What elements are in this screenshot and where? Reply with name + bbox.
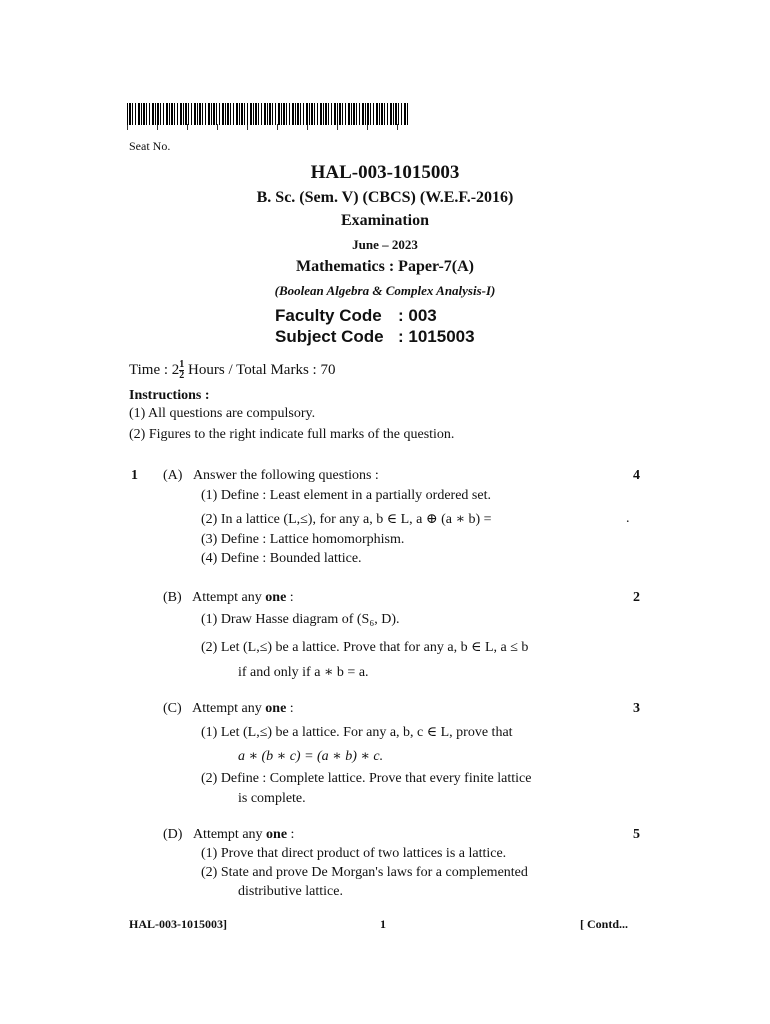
part-c-item-1: (1) Let (L,≤) be a lattice. For any a, b, c ∈ L, prove that	[201, 725, 513, 740]
fraction-numerator: 1	[179, 359, 185, 370]
paper-code: HAL-003-1015003	[310, 162, 460, 183]
exam-date: June – 2023	[352, 237, 418, 252]
part-d-label: (D)	[163, 827, 183, 842]
part-b-text: Attempt any	[192, 590, 266, 605]
part-a-item-4: (4) Define : Bounded lattice.	[201, 551, 362, 566]
part-b-item-2-continued: if and only if a ∗ b = a.	[238, 665, 369, 680]
part-a-item-1: (1) Define : Least element in a partially ordered set.	[201, 488, 491, 503]
part-b-item-1: (1) Draw Hasse diagram of (S₆, D).	[201, 612, 400, 627]
part-a-text: Answer the following questions :	[192, 468, 379, 483]
subject-title: Mathematics : Paper-7(A)	[295, 258, 474, 275]
part-a-marks: 4	[633, 468, 640, 483]
time-suffix: Hours / Total Marks : 70	[184, 361, 336, 378]
code-block	[275, 305, 475, 347]
part-c-text: Attempt any	[192, 701, 266, 716]
faculty-code-label: Faculty Code	[275, 306, 382, 325]
barcode	[127, 103, 409, 125]
part-d-text-end: :	[287, 827, 295, 842]
footer-paper-code: HAL-003-1015003]	[129, 917, 227, 931]
part-b-heading	[163, 590, 294, 606]
instruction-2: (2) Figures to the right indicate full marks of the question.	[129, 427, 455, 442]
part-b-label: (B)	[163, 590, 182, 605]
part-d-emphasis: one	[266, 827, 288, 842]
seat-number-label: Seat No.	[129, 139, 171, 153]
part-b-marks: 2	[633, 590, 640, 605]
part-b-text-end: :	[286, 590, 294, 605]
footer-page-number: 1	[380, 917, 386, 931]
part-a-blank: .	[626, 511, 630, 526]
part-d-item-1: (1) Prove that direct product of two lattices is a lattice.	[201, 846, 507, 861]
part-a-heading	[163, 468, 379, 484]
subject-code-label: Subject Code	[275, 327, 384, 346]
part-d-marks: 5	[633, 827, 640, 842]
footer-continued: [ Contd...	[580, 917, 629, 931]
part-b-emphasis: one	[265, 590, 287, 605]
part-a-item-2: (2) In a lattice (L,≤), for any a, b ∈ L, a ⊕ (a ∗ b) =	[201, 512, 492, 527]
part-d-heading	[163, 827, 294, 843]
part-c-emphasis: one	[265, 701, 287, 716]
part-c-item-1-continued: a ∗ (b ∗ c) = (a ∗ b) ∗ c.	[238, 749, 384, 764]
instructions-heading: Instructions :	[129, 388, 210, 403]
part-d-item-2-continued: distributive lattice.	[238, 884, 343, 899]
barcode-digits	[127, 124, 409, 130]
exam-title: Examination	[340, 212, 429, 229]
part-c-item-2: (2) Define : Complete lattice. Prove that every finite lattice	[201, 771, 532, 786]
part-c-label: (C)	[163, 701, 182, 716]
time-prefix: Time : 2	[129, 361, 180, 378]
course-title: B. Sc. (Sem. V) (CBCS) (W.E.F.-2016)	[256, 189, 514, 206]
part-a-item-3: (3) Define : Lattice homomorphism.	[201, 532, 405, 547]
subject-code-value: : 1015003	[398, 327, 475, 346]
instruction-1: (1) All questions are compulsory.	[129, 406, 316, 421]
part-c-text-end: :	[286, 701, 294, 716]
part-c-heading	[163, 701, 294, 717]
part-d-item-2: (2) State and prove De Morgan's laws for a complemented	[201, 865, 528, 880]
part-c-item-2-continued: is complete.	[238, 791, 306, 806]
question-number: 1	[131, 468, 138, 483]
fraction-denominator: 2	[179, 370, 185, 381]
part-b-item-2: (2) Let (L,≤) be a lattice. Prove that for any a, b ∈ L, a ≤ b	[201, 640, 529, 655]
subject-detail: (Boolean Algebra & Complex Analysis-I)	[274, 283, 496, 298]
time-marks-line	[129, 360, 335, 381]
faculty-code-value: : 003	[398, 306, 437, 325]
part-d-text: Attempt any	[192, 827, 267, 842]
part-a-label: (A)	[163, 468, 183, 483]
part-c-marks: 3	[633, 701, 640, 716]
